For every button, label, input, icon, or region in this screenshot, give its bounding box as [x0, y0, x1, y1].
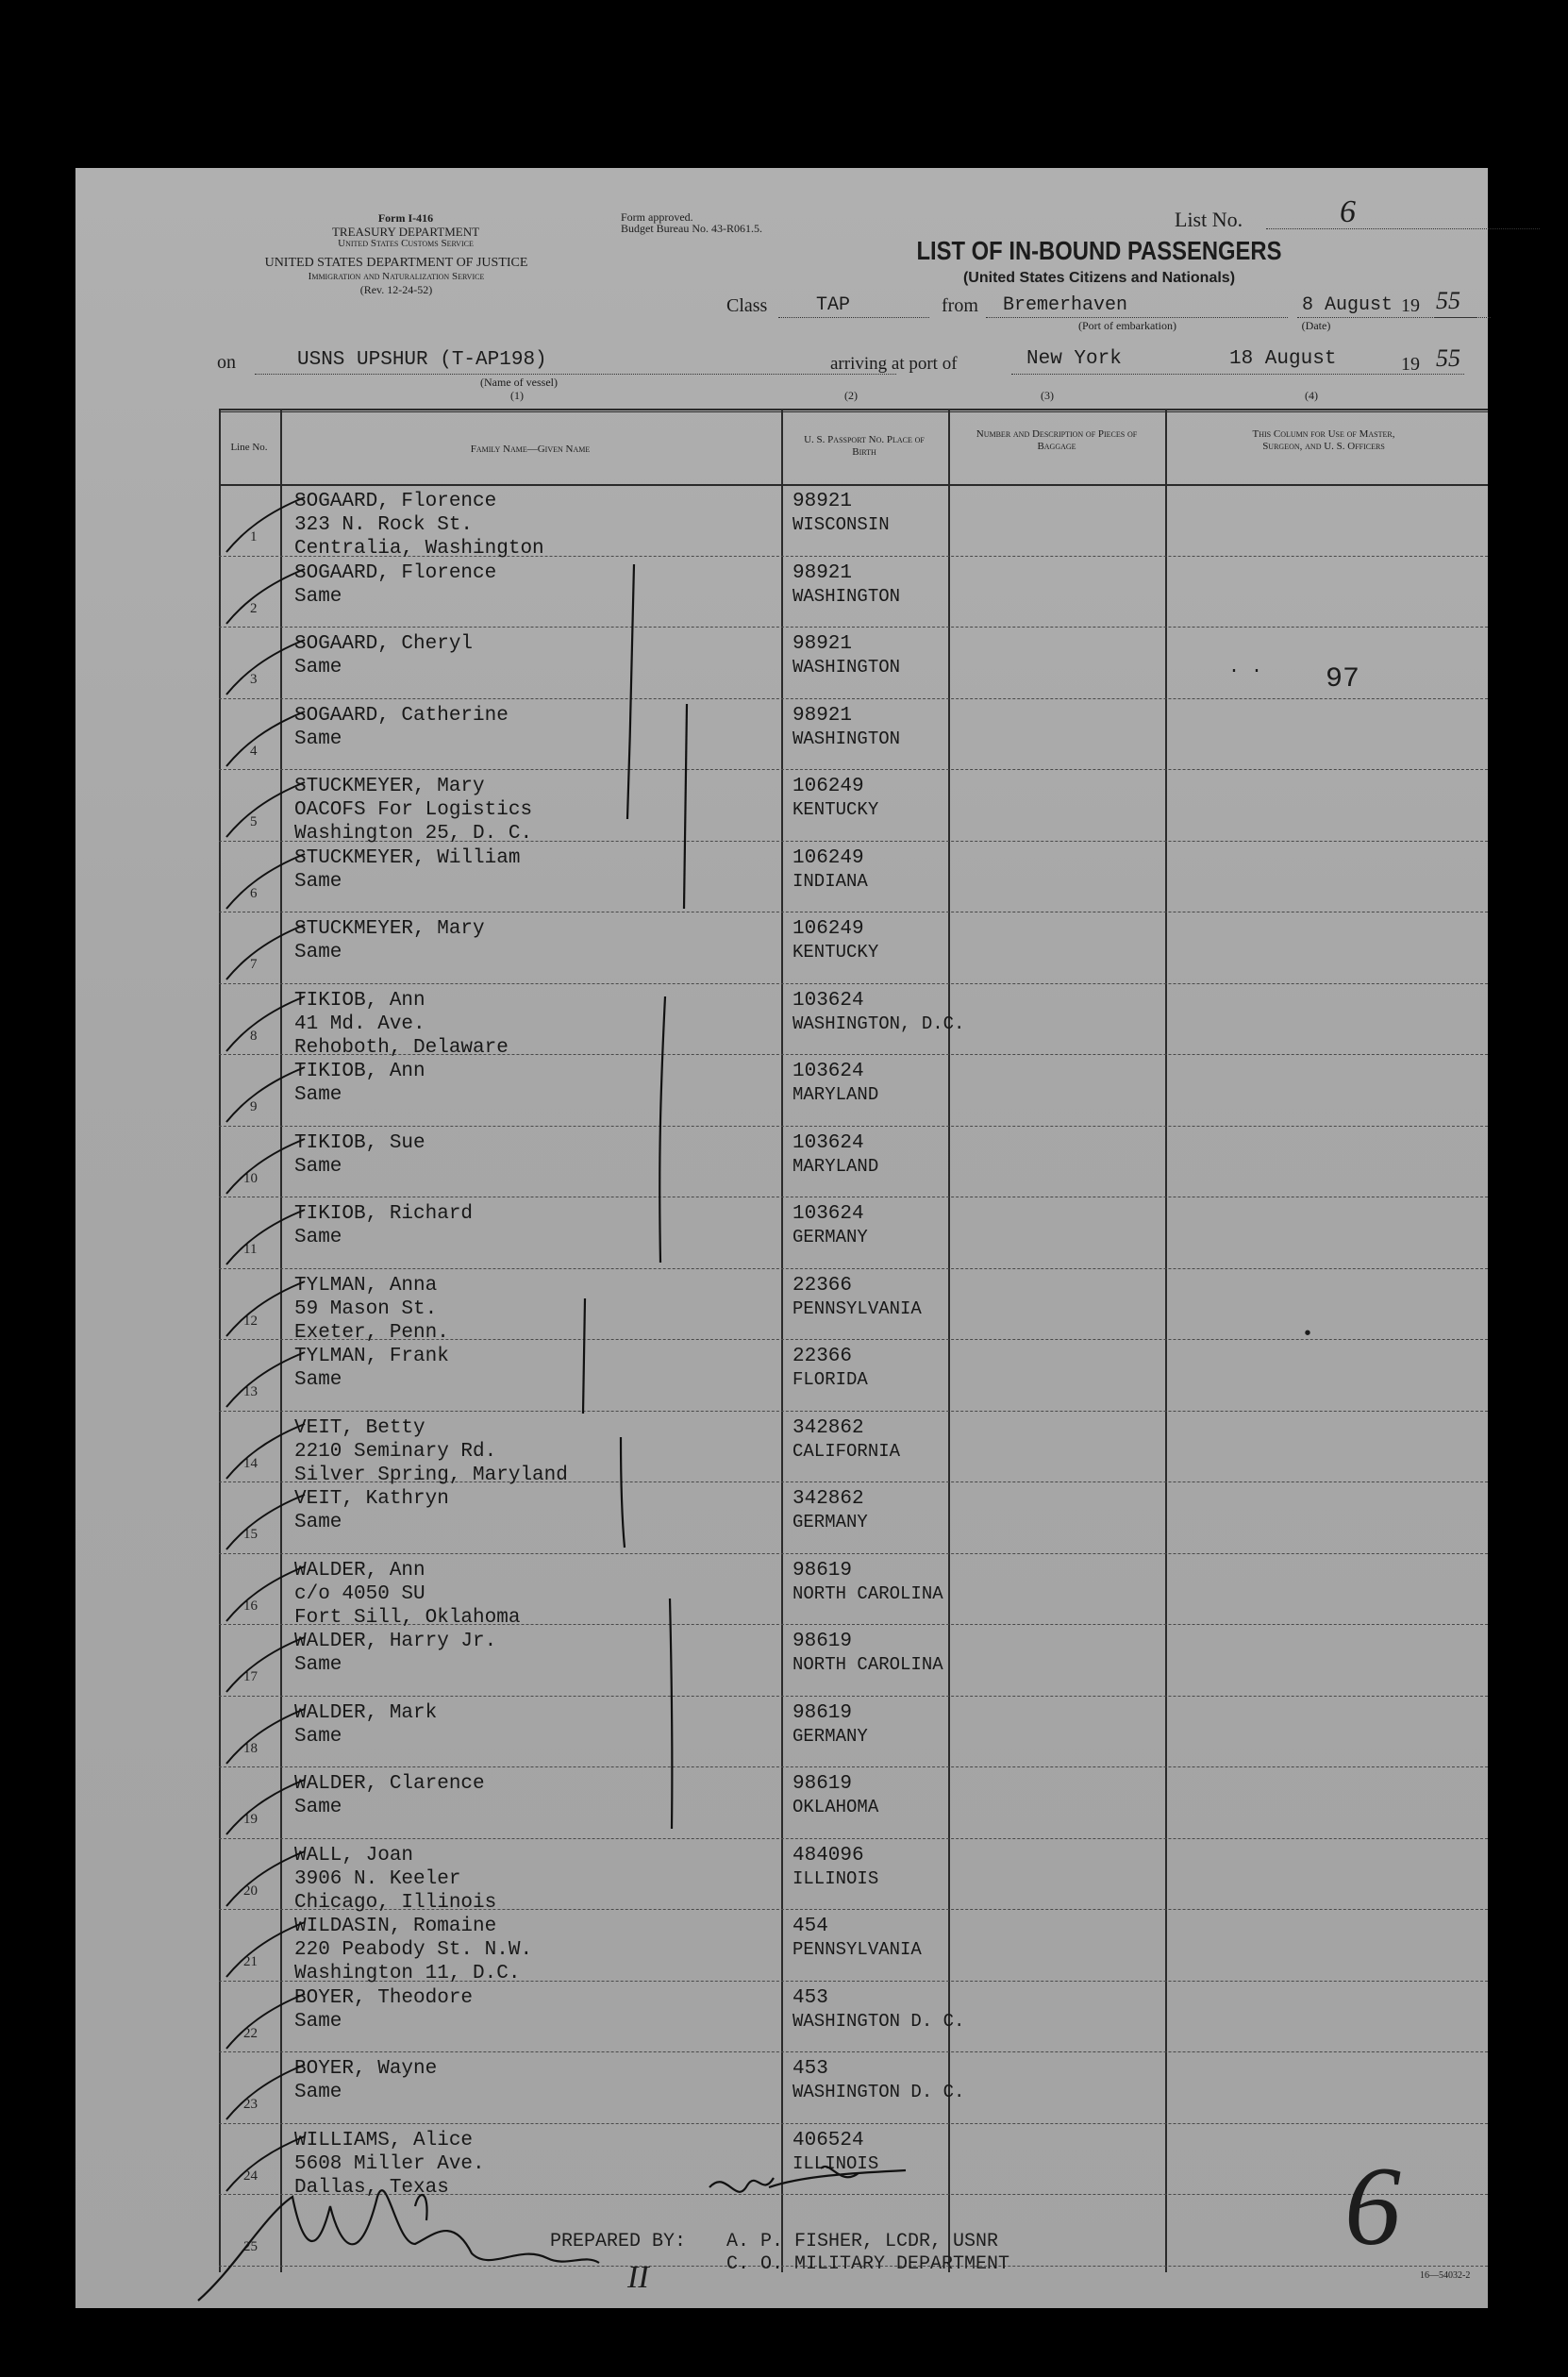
- year-prefix-2: 19: [1401, 354, 1420, 375]
- passport-number: 103624: [792, 1131, 864, 1154]
- passenger-name: SOGAARD, Cheryl: [294, 633, 474, 655]
- passenger-name: TYLMAN, Anna: [294, 1274, 438, 1297]
- passenger-address-line: Dallas, Texas: [294, 2176, 449, 2199]
- passport-number: 98921: [792, 633, 853, 655]
- corner-number: 6: [1344, 2143, 1401, 2268]
- line-number: 8: [250, 1028, 258, 1044]
- line-number: 11: [243, 1242, 258, 1257]
- year-prefix: 19: [1401, 295, 1420, 316]
- passenger-address-line: OACOFS For Logistics: [294, 799, 533, 821]
- line-number: 16: [243, 1598, 258, 1614]
- place-of-birth: GERMANY: [792, 1227, 868, 1247]
- passenger-address-line: 5608 Miller Ave.: [294, 2152, 485, 2175]
- passenger-address-line: 323 N. Rock St.: [294, 514, 474, 536]
- passenger-name: TIKIOB, Sue: [294, 1131, 425, 1154]
- line-number: 12: [243, 1313, 258, 1329]
- header-officers: This Column for Use of Master, Surgeon, and U. S. Officers: [1252, 428, 1395, 452]
- place-of-birth: OKLAHOMA: [792, 1797, 879, 1817]
- passenger-address-line: Same: [294, 585, 342, 608]
- handwriting-overlay: [75, 168, 1488, 2308]
- passport-number: 22366: [792, 1274, 853, 1297]
- treasury-department: TREASURY DEPARTMENT: [331, 225, 480, 239]
- arriving-label: arriving at port of: [830, 354, 958, 374]
- passport-number: 98921: [792, 704, 853, 727]
- passenger-address-line: c/o 4050 SU: [294, 1582, 425, 1605]
- arrival-date: 18 August: [1229, 348, 1337, 370]
- passenger-name: WALL, Joan: [294, 1844, 414, 1866]
- column-caption-2: (2): [844, 389, 858, 402]
- header-baggage: Number and Description of Pieces of Baggage: [976, 428, 1138, 452]
- header-line-no: Line No.: [230, 442, 268, 453]
- passenger-name: WALDER, Ann: [294, 1559, 425, 1582]
- on-label: on: [217, 352, 236, 373]
- passenger-address-line: Same: [294, 1155, 342, 1178]
- place-of-birth: MARYLAND: [792, 1155, 879, 1177]
- budget-bureau: Budget Bureau No. 43-R061.5.: [621, 222, 762, 235]
- passenger-address-line: Same: [294, 1512, 342, 1533]
- prepared-by-name: A. P. FISHER, LCDR, USNR: [726, 2231, 999, 2252]
- from-label: from: [942, 295, 978, 316]
- passenger-address-line: Rehoboth, Delaware: [294, 1036, 509, 1059]
- passenger-address-line: Same: [294, 657, 342, 678]
- place-of-birth: WASHINGTON: [792, 728, 901, 749]
- place-of-birth: PENNSYLVANIA: [792, 1939, 922, 1960]
- class-label: Class: [726, 295, 768, 316]
- form-number: Form I-416: [377, 211, 434, 225]
- passenger-address-line: Same: [294, 2082, 342, 2103]
- line-number: 23: [243, 2097, 258, 2112]
- passport-number: 22366: [792, 1346, 853, 1367]
- line-number: 9: [250, 1099, 258, 1114]
- passenger-name: BOYER, Theodore: [294, 1986, 474, 2009]
- place-of-birth: ILLINOIS: [792, 1867, 879, 1889]
- passenger-name: WILLIAMS, Alice: [294, 2129, 474, 2151]
- line-number: 13: [243, 1384, 258, 1399]
- line-number: 20: [243, 1883, 258, 1899]
- customs-service: United States Customs Service: [338, 238, 474, 249]
- print-code: 16—54032-2: [1420, 2270, 1471, 2281]
- place-of-birth: WASHINGTON, D.C.: [792, 1013, 965, 1034]
- passenger-manifest-sheet: [75, 168, 1488, 2308]
- place-of-birth: PENNSYLVANIA: [792, 1297, 922, 1319]
- passenger-address-line: Same: [294, 1227, 342, 1248]
- header-family-name: Family Name—Given Name: [470, 444, 591, 455]
- passport-number: 484096: [792, 1844, 864, 1866]
- line-number: 5: [250, 814, 258, 829]
- passport-number: 453: [792, 1986, 828, 2009]
- place-of-birth: WASHINGTON D. C.: [792, 2082, 965, 2102]
- passenger-address-line: 41 Md. Ave.: [294, 1013, 425, 1035]
- passport-number: 103624: [792, 989, 864, 1012]
- passenger-name: SOGAARD, Florence: [294, 561, 497, 584]
- embarkation-date: 8 August: [1302, 294, 1393, 316]
- passenger-address-line: Same: [294, 1369, 342, 1391]
- tick-marks: · ·: [1228, 661, 1263, 682]
- officer-mark: 97: [1326, 663, 1360, 695]
- passport-number: 406524: [792, 2129, 864, 2151]
- line-number: 4: [250, 743, 258, 759]
- passport-number: 103624: [792, 1061, 864, 1082]
- line-number: 22: [243, 2025, 258, 2041]
- line-number: 14: [243, 1455, 258, 1471]
- passport-number: 342862: [792, 1416, 864, 1439]
- passenger-name: TYLMAN, Frank: [294, 1346, 449, 1367]
- embarkation-year: 55: [1436, 287, 1460, 314]
- passenger-address-line: Exeter, Penn.: [294, 1321, 449, 1344]
- passenger-name: BOYER, Wayne: [294, 2058, 438, 2080]
- line-number: 7: [250, 957, 258, 972]
- passport-number: 106249: [792, 846, 864, 869]
- passenger-name: WILDASIN, Romaine: [294, 1916, 497, 1937]
- place-of-birth: CALIFORNIA: [792, 1440, 901, 1462]
- line-number: 17: [243, 1669, 258, 1684]
- class-value: TAP: [816, 294, 851, 316]
- date-caption: (Date): [1301, 319, 1331, 332]
- place-of-birth: KENTUCKY: [792, 799, 879, 820]
- passenger-address-line: Washington 11, D.C.: [294, 1963, 521, 1984]
- passenger-address-line: 3906 N. Keeler: [294, 1867, 461, 1890]
- line-number: 6: [250, 885, 258, 901]
- passenger-address-line: 220 Peabody St. N.W.: [294, 1939, 533, 1961]
- passenger-address-line: Same: [294, 1725, 342, 1748]
- passenger-name: VEIT, Betty: [294, 1416, 425, 1439]
- passenger-address-line: Silver Spring, Maryland: [294, 1464, 568, 1486]
- form-approved: Form approved.: [621, 210, 693, 224]
- passport-number: 106249: [792, 918, 864, 940]
- passenger-address-line: Same: [294, 2010, 342, 2033]
- place-of-birth: ILLINOIS: [792, 2152, 879, 2174]
- vessel-caption: (Name of vessel): [480, 376, 558, 389]
- passenger-address-line: Same: [294, 870, 342, 893]
- justice-department: UNITED STATES DEPARTMENT OF JUSTICE: [264, 256, 528, 270]
- place-of-birth: WASHINGTON D. C.: [792, 2010, 965, 2032]
- passport-number: 342862: [792, 1488, 864, 1510]
- passenger-name: TIKIOB, Ann: [294, 1061, 425, 1082]
- passport-number: 98619: [792, 1559, 853, 1582]
- passport-number: 453: [792, 2058, 828, 2080]
- port-caption: (Port of embarkation): [1078, 319, 1176, 332]
- place-of-birth: WASHINGTON: [792, 657, 901, 678]
- place-of-birth: FLORIDA: [792, 1369, 868, 1390]
- line-number: 25: [243, 2239, 258, 2254]
- passenger-address-line: Same: [294, 1084, 342, 1106]
- passport-number: 98619: [792, 1701, 853, 1724]
- passport-number: 98619: [792, 1631, 853, 1652]
- form-title: LIST OF IN-BOUND PASSENGERS: [916, 236, 1282, 265]
- place-of-birth: NORTH CAROLINA: [792, 1654, 943, 1675]
- place-of-birth: WASHINGTON: [792, 585, 901, 607]
- arrival-port: New York: [1026, 348, 1122, 370]
- line-number: 15: [243, 1527, 258, 1542]
- passenger-address-line: 59 Mason St.: [294, 1297, 438, 1320]
- passport-number: 106249: [792, 776, 864, 797]
- stray-dot: •: [1302, 1324, 1314, 1346]
- place-of-birth: WISCONSIN: [792, 514, 890, 535]
- place-of-birth: NORTH CAROLINA: [792, 1582, 943, 1604]
- vessel-name: USNS UPSHUR (T-AP198): [297, 349, 547, 371]
- passenger-address-line: Same: [294, 942, 342, 963]
- line-number: 18: [243, 1740, 258, 1756]
- passenger-name: WALDER, Harry Jr.: [294, 1631, 497, 1652]
- line-number: 2: [250, 600, 258, 616]
- immigration-service: Immigration and Naturalization Service: [308, 271, 485, 282]
- form-subtitle: (United States Citizens and Nationals): [962, 270, 1236, 286]
- passenger-address-line: Chicago, Illinois: [294, 1891, 497, 1914]
- line-number: 1: [250, 529, 258, 544]
- passenger-address-line: Fort Sill, Oklahoma: [294, 1606, 521, 1629]
- column-caption-1: (1): [510, 389, 524, 402]
- passenger-name: STUCKMEYER, Mary: [294, 776, 485, 797]
- passenger-address-line: Same: [294, 1797, 342, 1818]
- place-of-birth: GERMANY: [792, 1725, 868, 1747]
- column-caption-3: (3): [1041, 389, 1054, 402]
- passenger-name: SOGAARD, Catherine: [294, 704, 509, 727]
- prepared-by-title: C. O. MILITARY DEPARTMENT: [726, 2253, 1010, 2275]
- place-of-birth: INDIANA: [792, 870, 868, 892]
- line-number: 19: [243, 1812, 258, 1827]
- passenger-address-line: Same: [294, 1654, 342, 1676]
- column-caption-4: (4): [1305, 389, 1318, 402]
- place-of-birth: GERMANY: [792, 1512, 868, 1532]
- passenger-address-line: 2210 Seminary Rd.: [294, 1440, 497, 1463]
- passenger-name: WALDER, Clarence: [294, 1773, 485, 1795]
- list-number-label: List No.: [1175, 208, 1243, 231]
- passenger-address-line: Centralia, Washington: [294, 538, 544, 560]
- passport-number: 98921: [792, 561, 853, 584]
- embarkation-port: Bremerhaven: [1003, 294, 1128, 316]
- revision-date: (Rev. 12-24-52): [359, 283, 433, 296]
- passport-number: 98921: [792, 491, 853, 512]
- line-number: 3: [250, 672, 258, 687]
- passenger-address-line: Same: [294, 728, 342, 750]
- passenger-name: STUCKMEYER, William: [294, 846, 521, 869]
- passenger-name: VEIT, Kathryn: [294, 1488, 449, 1510]
- signature-initials: II: [627, 2260, 649, 2295]
- place-of-birth: KENTUCKY: [792, 942, 879, 963]
- passport-number: 103624: [792, 1203, 864, 1225]
- prepared-by-label: PREPARED BY:: [550, 2231, 687, 2252]
- passenger-name: TIKIOB, Ann: [294, 989, 425, 1012]
- list-number-value: 6: [1340, 194, 1356, 229]
- passenger-name: SOGAARD, Florence: [294, 491, 497, 512]
- passenger-name: WALDER, Mark: [294, 1701, 438, 1724]
- passenger-name: TIKIOB, Richard: [294, 1203, 474, 1225]
- place-of-birth: MARYLAND: [792, 1084, 879, 1105]
- passport-number: 98619: [792, 1773, 853, 1795]
- line-number: 24: [243, 2168, 258, 2184]
- header-passport: U. S. Passport No. Place of Birth: [804, 434, 925, 458]
- line-number: 21: [243, 1954, 258, 1969]
- line-number: 10: [243, 1170, 258, 1186]
- passenger-address-line: Washington 25, D. C.: [294, 823, 533, 845]
- passenger-name: STUCKMEYER, Mary: [294, 918, 485, 940]
- passport-number: 454: [792, 1916, 828, 1937]
- arrival-year: 55: [1436, 344, 1460, 372]
